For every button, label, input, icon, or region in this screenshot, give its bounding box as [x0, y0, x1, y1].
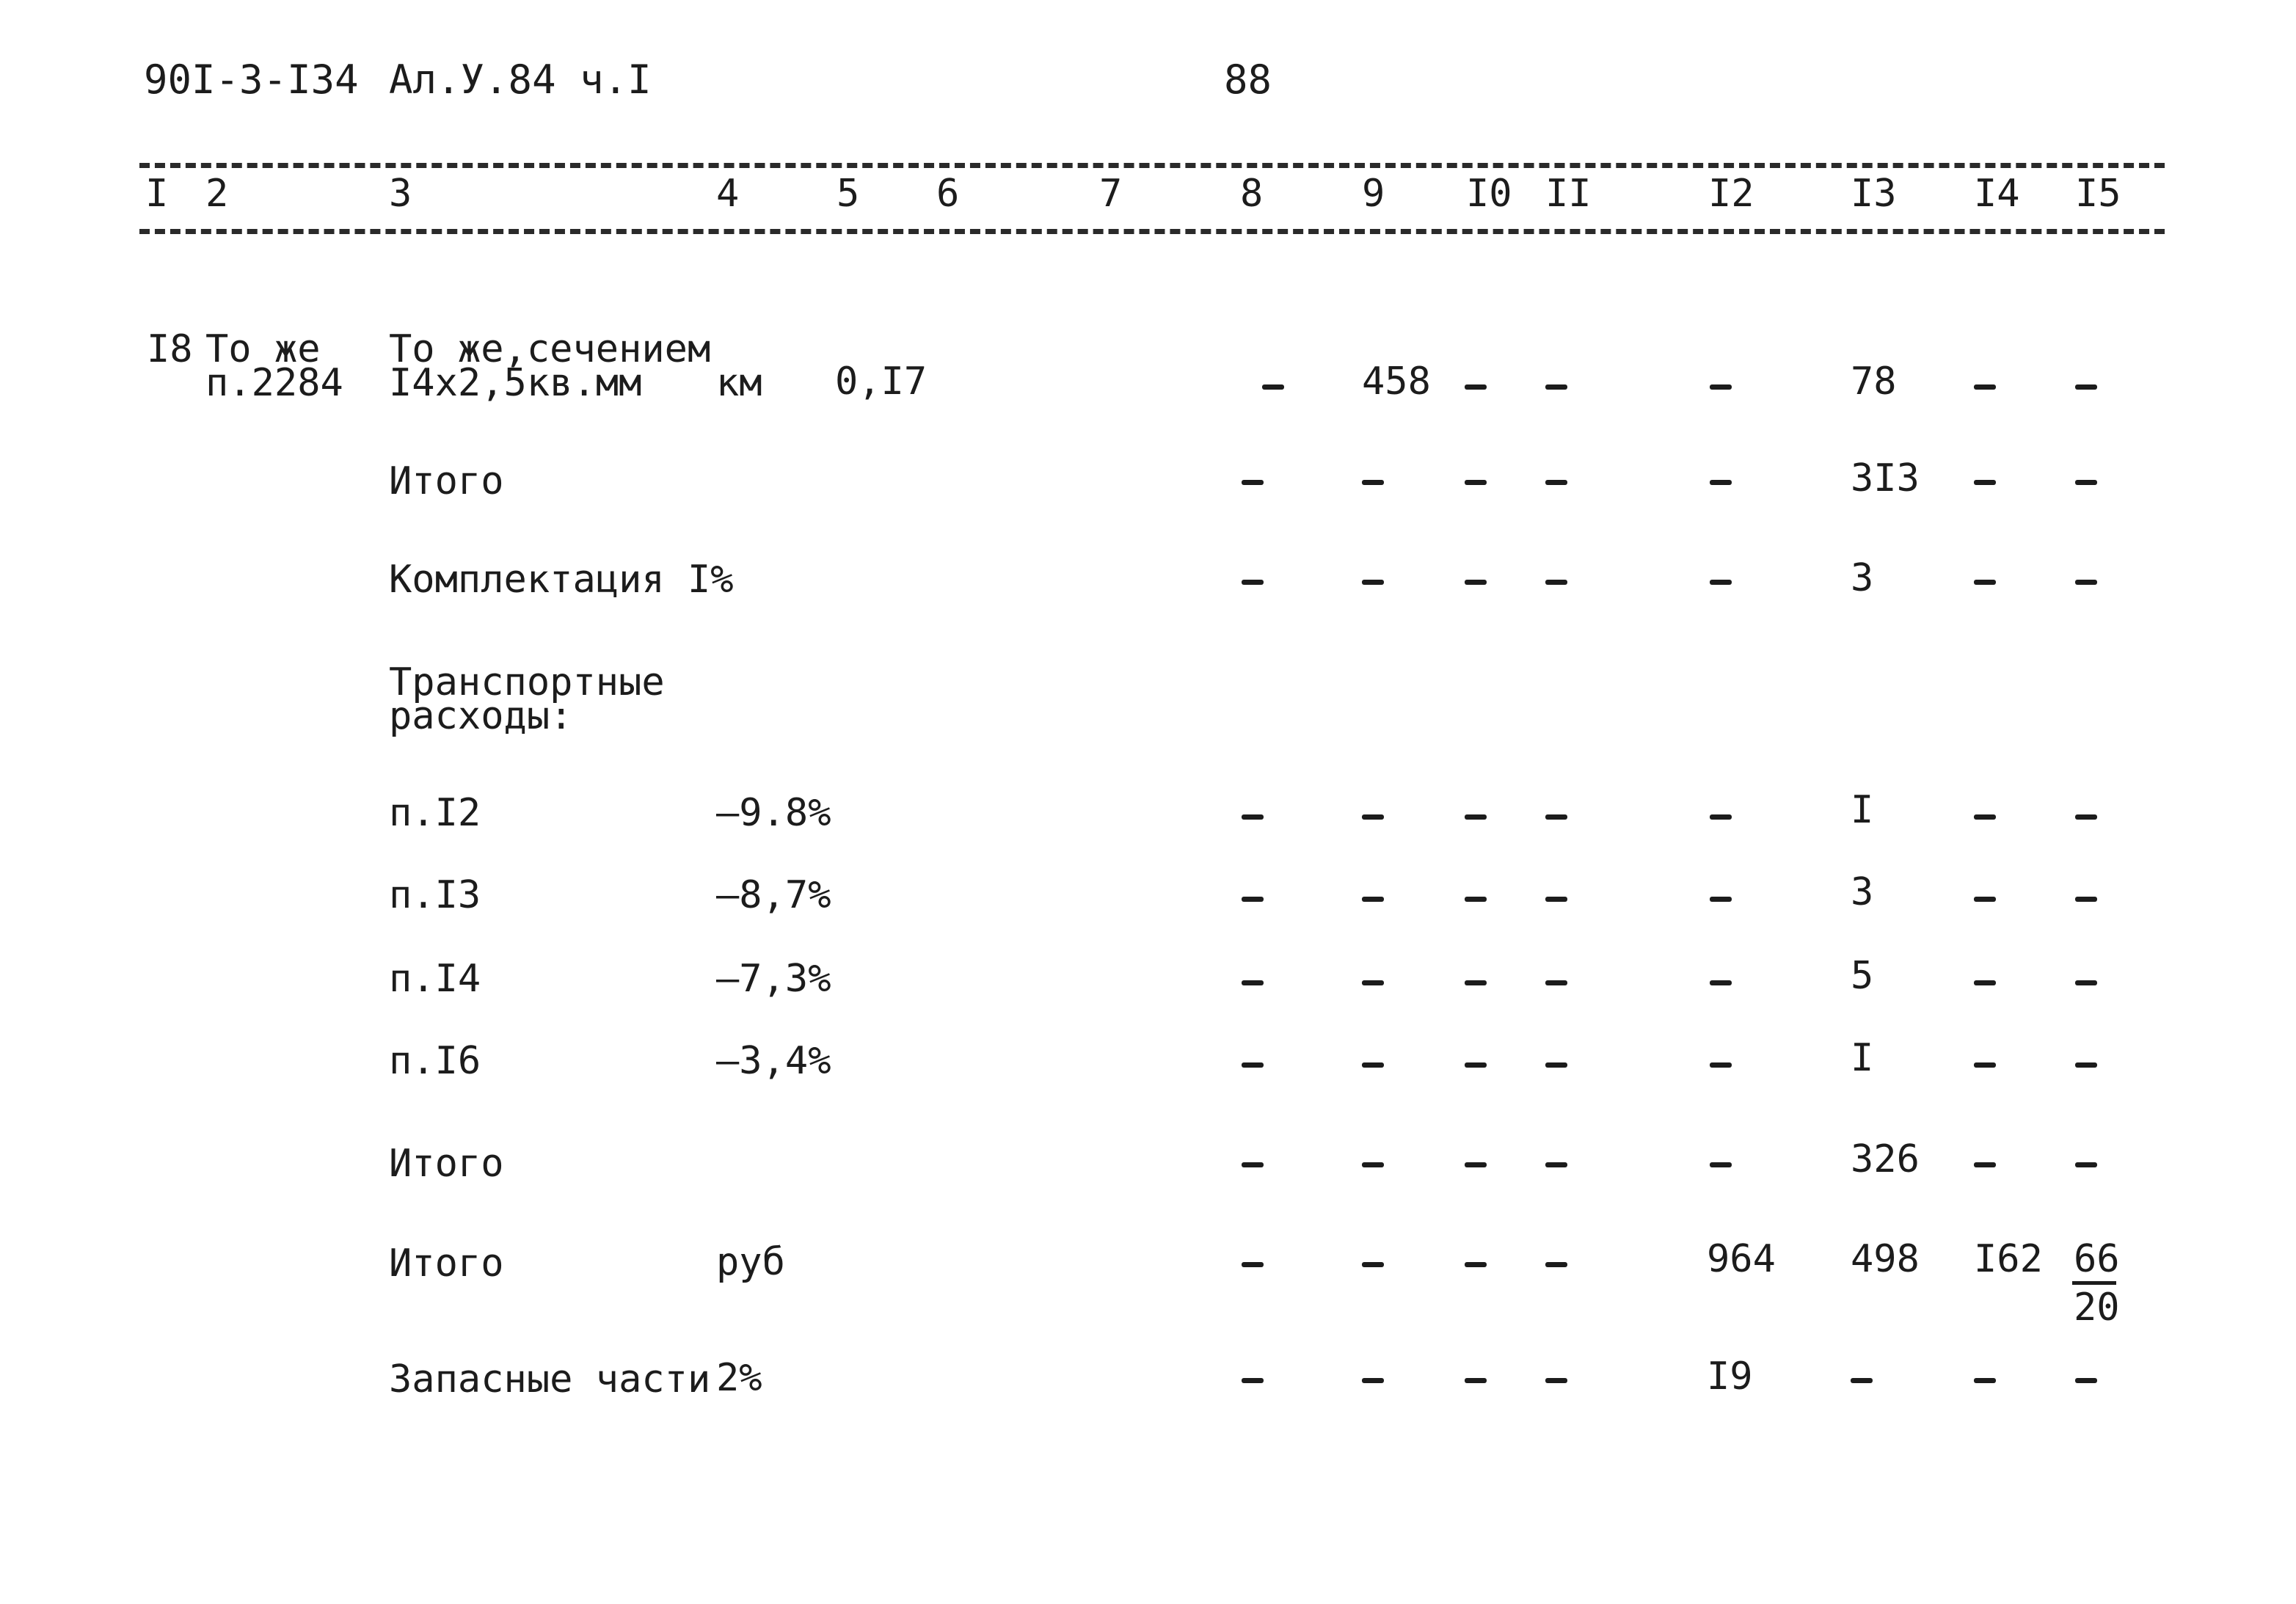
cell-value: 458	[1362, 360, 1431, 404]
row-label-item: п.I2	[389, 791, 481, 835]
cell-dash	[1974, 480, 1996, 485]
fraction-numerator: 66	[2074, 1237, 2120, 1281]
cell-dash	[1710, 480, 1732, 485]
item-reference-line2: п.2284	[205, 361, 343, 405]
row-label-item: п.I4	[389, 957, 481, 1001]
cell-dash	[1974, 980, 1996, 985]
cell-value: I9	[1707, 1355, 1753, 1399]
cell-dash	[2075, 814, 2097, 820]
column-header-6: 6	[936, 172, 960, 216]
column-header-3: 3	[389, 172, 412, 216]
item-description-line1: То же,сечением	[389, 327, 711, 371]
column-header-5: 5	[837, 172, 860, 216]
column-header-14: I4	[1974, 172, 2020, 216]
cell-dash	[1545, 580, 1567, 585]
cell-dash	[1545, 897, 1567, 902]
cell-dash	[1710, 980, 1732, 985]
cell-dash	[1545, 1162, 1567, 1167]
cell-dash	[2075, 1162, 2097, 1167]
cell-dash	[1545, 384, 1567, 390]
item-unit: км	[716, 361, 762, 405]
row-label-spare-parts: Запасные части	[389, 1357, 711, 1401]
cell-percent: –7,3%	[716, 957, 831, 1001]
cell-dash	[1362, 580, 1384, 585]
column-header-12: I2	[1708, 172, 1754, 216]
cell-percent: 2%	[716, 1356, 762, 1400]
row-label-subtotal: Итого	[389, 459, 504, 503]
cell-percent: –8,7%	[716, 873, 831, 917]
column-header-1: I	[145, 172, 169, 216]
cell-value: 3	[1851, 556, 1874, 600]
cell-value: 498	[1851, 1237, 1920, 1281]
cell-percent: –9.8%	[716, 791, 831, 835]
cell-value: 78	[1851, 360, 1897, 404]
cell-value: 5	[1851, 954, 1874, 998]
cell-dash	[1545, 1062, 1567, 1068]
cell-dash	[1710, 384, 1732, 390]
row-label-subtotal: Итого	[389, 1142, 504, 1186]
cell-value: 3I3	[1851, 456, 1920, 500]
cell-dash	[1465, 1162, 1487, 1167]
column-header-13: I3	[1851, 172, 1897, 216]
row-label-transport-line1: Транспортные	[389, 660, 665, 704]
row-label-completion: Комплектация I%	[389, 558, 734, 602]
cell-dash	[1465, 480, 1487, 485]
cell-dash	[1710, 1162, 1732, 1167]
row-label-total: Итого	[389, 1242, 504, 1286]
cell-dash	[1974, 384, 1996, 390]
cell-dash	[1974, 1378, 1996, 1383]
cell-dash	[1545, 980, 1567, 985]
cell-dash	[1242, 814, 1264, 820]
cell-value: 964	[1707, 1237, 1776, 1281]
cell-dash	[1710, 814, 1732, 820]
column-header-10: I0	[1466, 172, 1512, 216]
cell-value: 326	[1851, 1137, 1920, 1181]
cell-dash	[1242, 897, 1264, 902]
cell-dash	[1242, 1262, 1264, 1267]
fraction-bar	[2072, 1281, 2116, 1285]
column-header-7: 7	[1099, 172, 1123, 216]
header-top-rule	[139, 163, 2165, 168]
cell-value: 3	[1851, 870, 1874, 914]
cell-dash	[1362, 1062, 1384, 1068]
cell-dash	[2075, 980, 2097, 985]
cell-dash	[1974, 1062, 1996, 1068]
cell-dash	[2075, 897, 2097, 902]
document-code: 90I-3-I34	[144, 56, 359, 103]
row-label-transport-line2: расходы:	[389, 694, 573, 738]
column-header-4: 4	[716, 172, 740, 216]
cell-dash	[2075, 384, 2097, 390]
cell-dash	[1242, 1378, 1264, 1383]
cell-unit: руб	[716, 1240, 785, 1284]
cell-dash	[1362, 1378, 1384, 1383]
cell-dash	[1362, 814, 1384, 820]
item-description-line2: I4х2,5кв.мм	[389, 361, 642, 405]
cell-dash	[1242, 580, 1264, 585]
cell-dash	[2075, 480, 2097, 485]
cell-dash	[2075, 1378, 2097, 1383]
cell-dash	[1851, 1378, 1873, 1383]
column-header-11: II	[1545, 172, 1592, 216]
cell-dash	[1465, 580, 1487, 585]
cell-dash	[1974, 580, 1996, 585]
fraction-denominator: 20	[2074, 1286, 2120, 1330]
cell-dash	[1362, 897, 1384, 902]
column-header-8: 8	[1240, 172, 1264, 216]
cell-dash	[1974, 1162, 1996, 1167]
cell-dash	[1242, 1162, 1264, 1167]
cell-dash	[2075, 1062, 2097, 1068]
item-quantity: 0,I7	[835, 360, 927, 404]
cell-dash	[1974, 814, 1996, 820]
cell-dash	[1362, 1262, 1384, 1267]
cell-dash	[1465, 897, 1487, 902]
album-reference: Ал.У.84 ч.I	[389, 56, 652, 103]
row-label-item: п.I6	[389, 1039, 481, 1083]
cell-dash	[1362, 980, 1384, 985]
column-header-15: I5	[2075, 172, 2121, 216]
cell-dash	[1545, 480, 1567, 485]
cell-dash	[1465, 980, 1487, 985]
cell-dash	[1465, 1262, 1487, 1267]
cell-dash	[1242, 480, 1264, 485]
cell-dash	[1362, 1162, 1384, 1167]
header-bottom-rule	[139, 229, 2165, 234]
cell-dash	[1362, 480, 1384, 485]
cell-dash	[1545, 814, 1567, 820]
cell-dash	[1545, 1262, 1567, 1267]
row-label-item: п.I3	[389, 873, 481, 917]
item-reference-line1: То же	[205, 327, 321, 371]
cell-dash	[1974, 897, 1996, 902]
cell-dash	[1545, 1378, 1567, 1383]
item-number: I8	[147, 327, 193, 371]
cell-dash	[1710, 580, 1732, 585]
cell-value: I	[1851, 1036, 1874, 1080]
page-number: 88	[1224, 56, 1272, 103]
cell-dash	[1242, 980, 1264, 985]
cell-dash	[1465, 1378, 1487, 1383]
cell-dash	[1465, 814, 1487, 820]
cell-value: I	[1851, 788, 1874, 832]
cell-dash	[1465, 1062, 1487, 1068]
cell-value: I62	[1974, 1237, 2043, 1281]
cell-dash	[2075, 580, 2097, 585]
cell-dash	[1710, 1062, 1732, 1068]
cell-dash	[1710, 897, 1732, 902]
column-header-9: 9	[1362, 172, 1385, 216]
column-header-2: 2	[205, 172, 229, 216]
cell-dash	[1242, 1062, 1264, 1068]
cell-percent: –3,4%	[716, 1039, 831, 1083]
cell-dash	[1465, 384, 1487, 390]
cell-dash	[1262, 384, 1284, 390]
